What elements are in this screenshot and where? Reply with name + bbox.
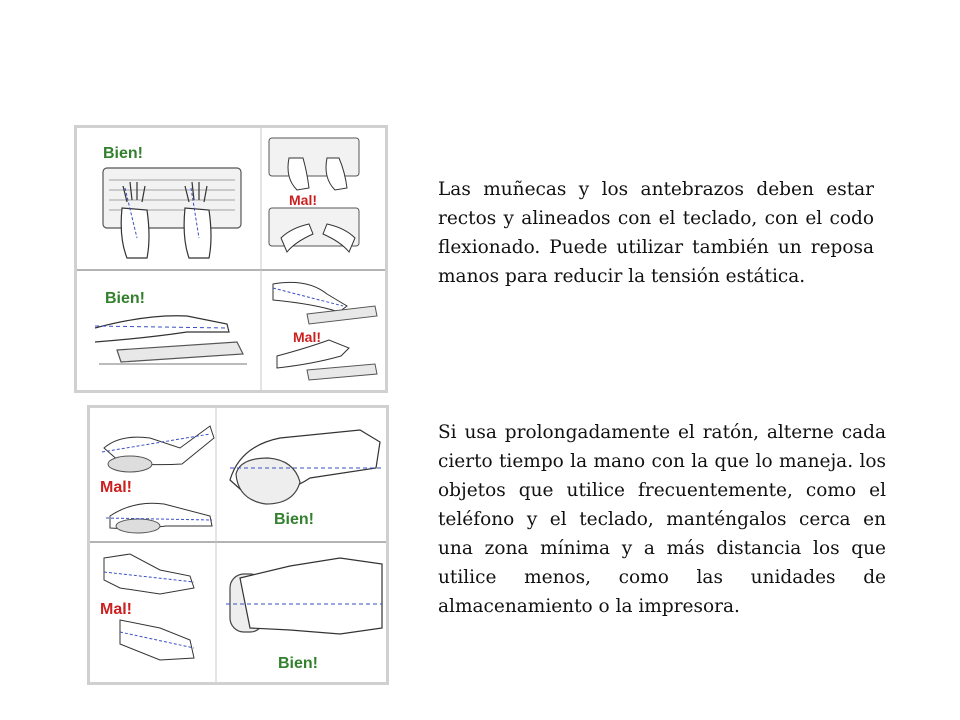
keyboard-top-view-good [103,168,241,258]
mouse-hand-good [230,430,382,504]
label-bad: Mal! [100,601,132,618]
keyboard-posture-figure [74,125,388,393]
mouse-posture-illustration [90,408,386,682]
keyboard-side-view-bad [273,282,377,380]
keyboard-posture-illustration [77,128,385,390]
label-bad: Mal! [100,479,132,496]
label-good: Bien! [274,511,314,528]
label-bad: Mal! [289,192,317,208]
mouse-posture-figure [87,405,389,685]
wrist-posture-paragraph: Las muñecas y los antebrazos deben estar rectos y alineados con el teclado, con el codo flexionado. Puede utilizar también un reposa manos para reducir la tensión estática. [438,179,874,287]
label-good: Bien! [278,655,318,672]
keyboard-side-view-good [95,316,247,364]
label-good: Bien! [105,290,145,307]
label-bad: Mal! [293,329,321,345]
mouse-usage-paragraph: Si usa prolongadamente el ratón, alterne cada cierto tiempo la mano con la que lo maneja. los objetos que utilice frecuentemente, como el teléfono y el teclado, manténgalos cerca en una zona mínima y a más distancia los que utilice menos, como las unidades de almacenamiento o la impresora. [438,422,886,617]
mouse-top-view-good [226,558,382,634]
label-good: Bien! [103,145,143,162]
